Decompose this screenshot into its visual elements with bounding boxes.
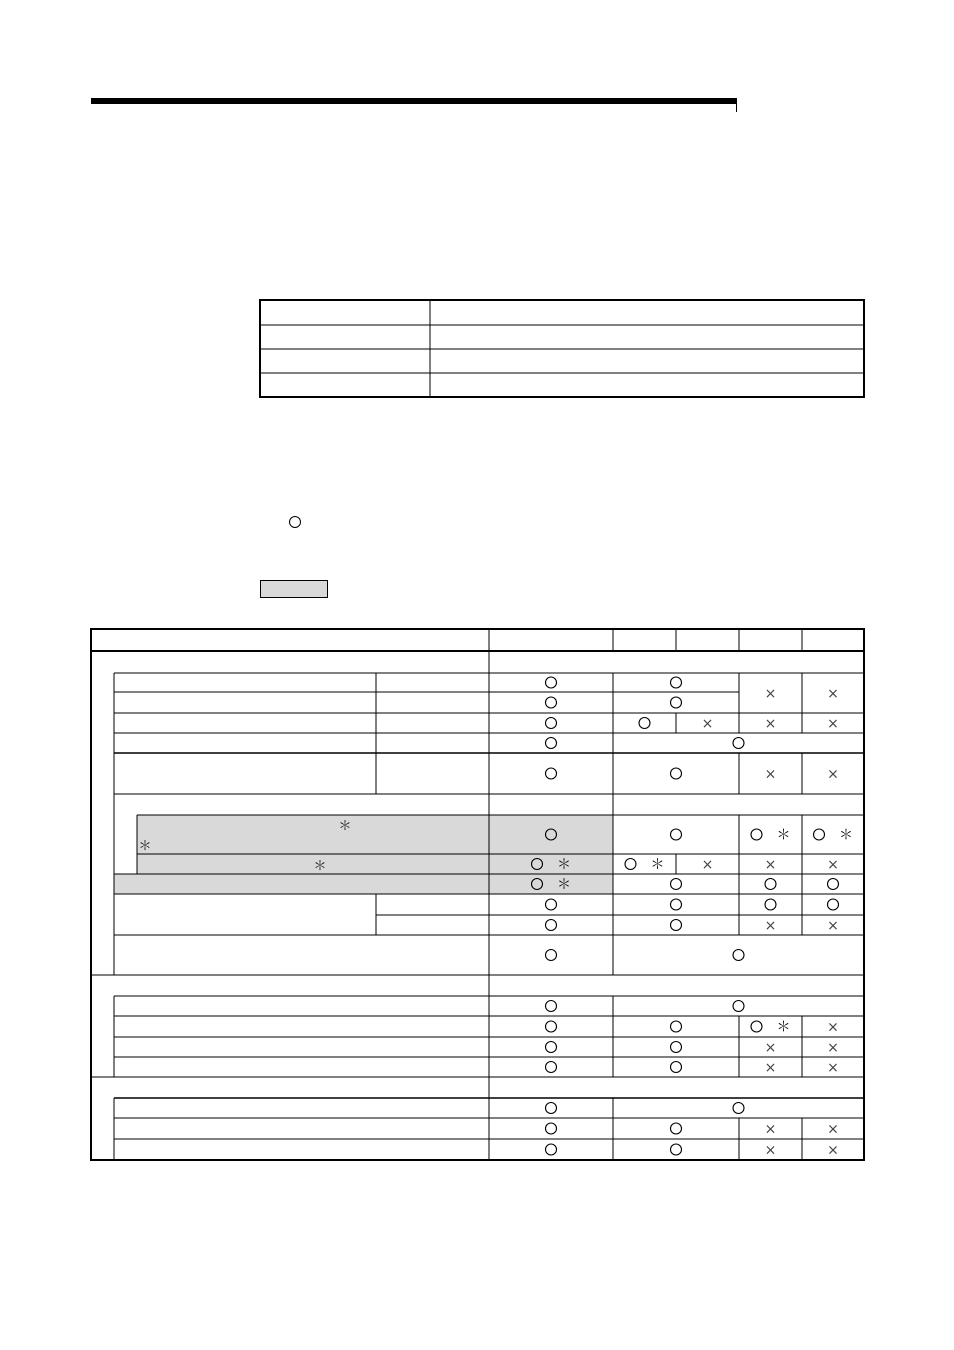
supported-circle-icon [765, 879, 776, 890]
supported-circle-icon [546, 697, 557, 708]
not-supported-mark: × [827, 766, 839, 783]
not-supported-mark: × [764, 686, 777, 702]
supported-circle-icon [671, 1042, 682, 1053]
supported-circle-icon [546, 1123, 557, 1134]
shaded-legend-box [260, 580, 328, 598]
not-supported-mark: × [764, 1060, 777, 1076]
not-supported-mark: × [764, 918, 777, 934]
supported-circle-icon [671, 768, 682, 779]
not-supported-mark: × [764, 1121, 777, 1138]
supported-circle-icon [546, 920, 557, 931]
not-supported-mark: × [827, 1040, 839, 1056]
supported-circle-icon [828, 899, 839, 910]
supported-circle-icon [546, 1021, 557, 1032]
supported-circle-icon [546, 1001, 557, 1012]
supported-circle-icon [671, 879, 682, 890]
small-table [260, 300, 864, 397]
supported-circle-icon [765, 899, 776, 910]
supported-circle-icon [625, 859, 636, 870]
not-supported-mark: × [764, 716, 777, 732]
not-supported-mark: × [764, 1142, 777, 1159]
supported-circle-icon [671, 920, 682, 931]
supported-circle-icon [814, 829, 825, 840]
supported-circle-icon [733, 1103, 744, 1114]
supported-circle-icon [671, 1144, 682, 1155]
supported-circle-icon [546, 1144, 557, 1155]
supported-circle-icon [546, 768, 557, 779]
note-mark: ＊ [557, 857, 571, 873]
supported-circle-icon [751, 829, 762, 840]
supported-circle-icon [546, 677, 557, 688]
supported-circle-icon [546, 899, 557, 910]
not-supported-mark: × [764, 1040, 777, 1056]
note-mark: ＊ [839, 827, 853, 844]
not-supported-mark: × [701, 857, 714, 873]
supported-circle-icon [671, 899, 682, 910]
support-marks [532, 677, 854, 1159]
note-mark: ＊ [313, 859, 327, 874]
supported-circle-icon [733, 738, 744, 749]
supported-circle-icon [751, 1021, 762, 1032]
note-mark: ＊ [138, 839, 152, 854]
not-supported-mark: × [827, 1121, 839, 1138]
supported-circle-icon [671, 1062, 682, 1073]
supported-symbol-icon [289, 516, 301, 528]
supported-circle-icon [546, 718, 557, 729]
supported-circle-icon [546, 738, 557, 749]
support-table-grid [91, 629, 864, 1160]
note-mark: ＊ [557, 877, 571, 893]
note-mark: ＊ [776, 827, 791, 844]
supported-circle-icon [546, 950, 557, 961]
not-supported-mark: × [764, 766, 777, 783]
supported-circle-icon [546, 1103, 557, 1114]
supported-circle-icon [671, 1021, 682, 1032]
supported-circle-icon [671, 1123, 682, 1134]
not-supported-mark: × [764, 857, 777, 873]
not-supported-mark: × [827, 857, 839, 873]
not-supported-mark: × [827, 1060, 839, 1076]
supported-circle-icon [546, 1042, 557, 1053]
supported-circle-icon [546, 1062, 557, 1073]
supported-circle-icon [671, 677, 682, 688]
supported-circle-icon [671, 829, 682, 840]
not-supported-mark: × [827, 1019, 839, 1036]
supported-circle-icon [733, 950, 744, 961]
note-mark: ＊ [776, 1019, 791, 1036]
note-mark: ＊ [650, 857, 665, 873]
supported-circle-icon [671, 697, 682, 708]
supported-circle-icon [639, 718, 650, 729]
not-supported-mark: × [827, 1142, 839, 1159]
not-supported-mark: × [827, 686, 839, 702]
not-supported-mark: × [701, 716, 714, 732]
supported-circle-icon [828, 879, 839, 890]
not-supported-mark: × [827, 716, 839, 732]
not-supported-mark: × [827, 918, 839, 934]
supported-circle-icon [733, 1001, 744, 1012]
note-mark: ＊ [338, 819, 352, 834]
